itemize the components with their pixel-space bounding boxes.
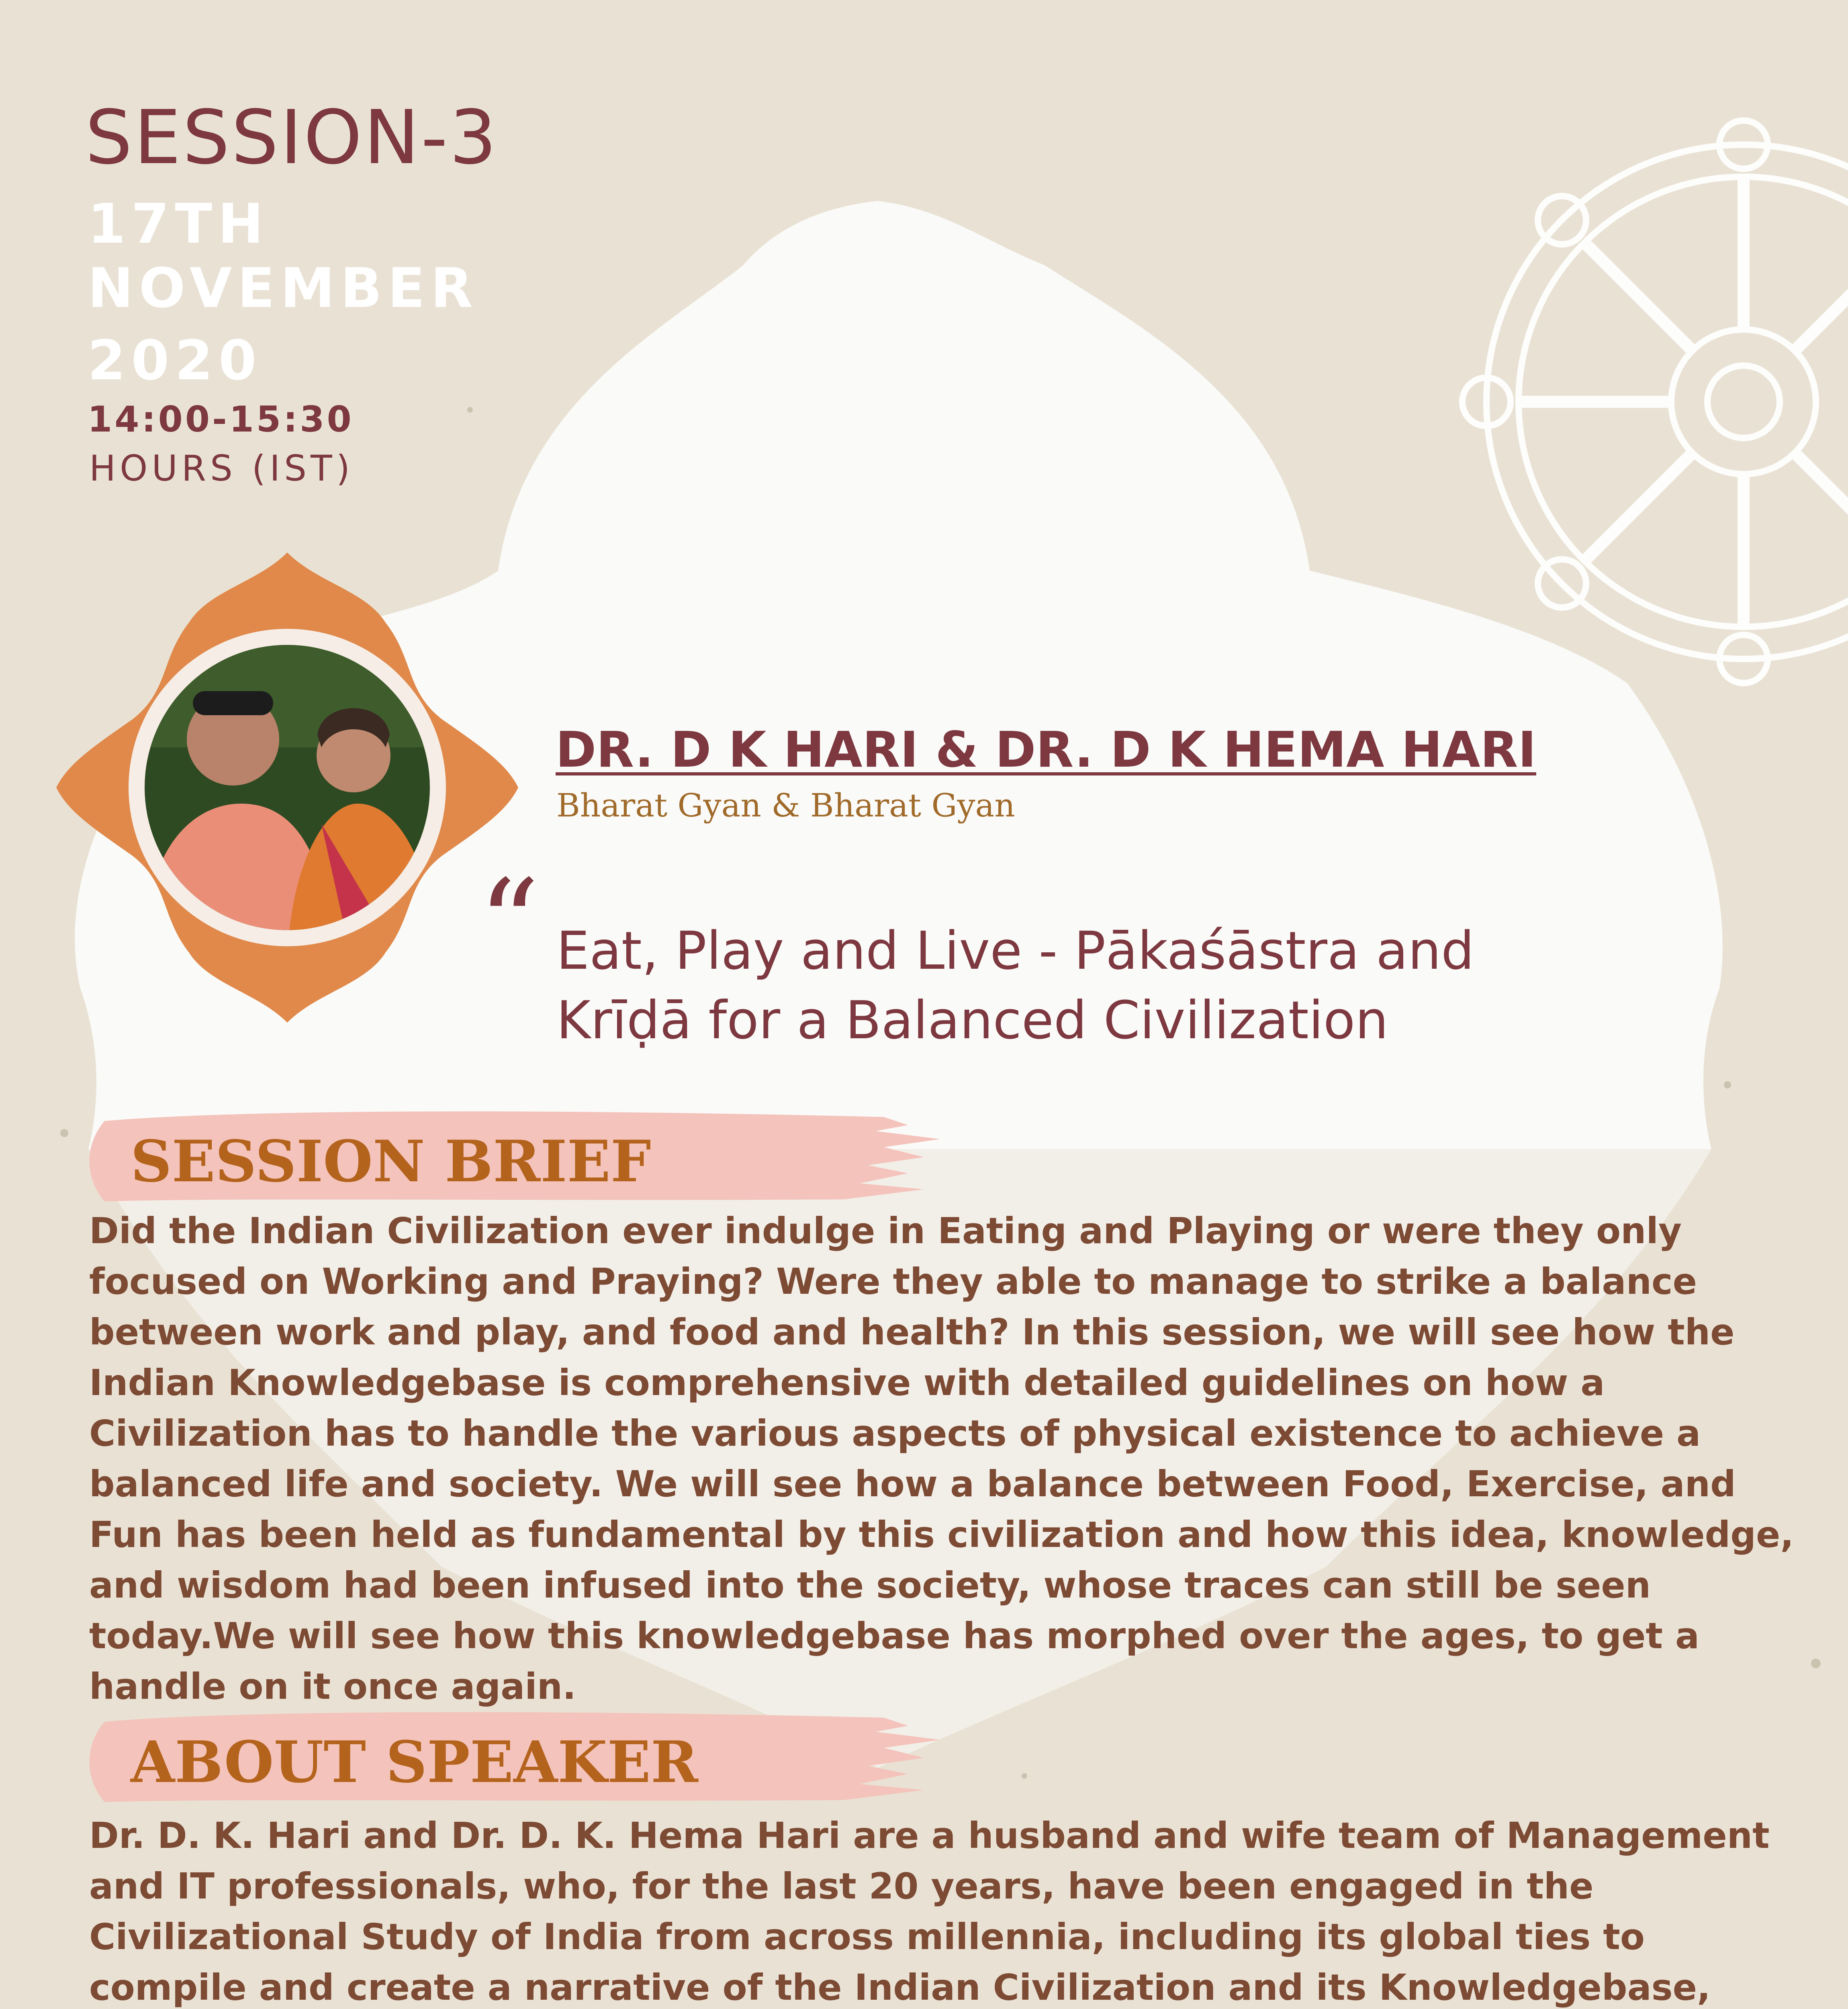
about-speaker-text: [89, 1810, 1801, 2009]
session-time: 14:00-15:30: [88, 399, 354, 440]
date-month: NOVEMBER: [88, 257, 478, 320]
session-brief-text: [89, 1205, 1801, 1712]
speaker-affiliation: Bharat Gyan & Bharat Gyan: [556, 787, 1015, 824]
date-year: 2020: [88, 329, 262, 393]
speaker-name: DR. D K HARI & DR. D K HEMA HARI: [556, 721, 1536, 778]
about-speaker-paragraph-1: Dr. D. K. Hari and Dr. D. K. Hema Hari are a husband and wife team of Management and IT professionals, who, for the last 20 years, have been engaged in the Civilizational Study of India from across millennia, including its global ties to compile and create a narrative of the Indian Civilization and its Knowledgebase,: [89, 1815, 1770, 2008]
talk-title: Eat, Play and Live - Pākaśāstra and Krīḍā for a Balanced Civilization: [556, 920, 1474, 1051]
session-number: SESSION-3: [85, 94, 499, 181]
date-day: 17TH: [88, 192, 269, 256]
about-speaker-heading: ABOUT SPEAKER: [131, 1729, 698, 1796]
session-brief-heading: SESSION BRIEF: [131, 1128, 651, 1195]
session-brief-paragraph: Did the Indian Civilization ever indulge in Eating and Playing or were they only focused on Working and Praying? Were they able to manage to strike a balance between work and play, and food and health? In this session, we will see how the Indian Knowledgebase is comprehensive with detailed guidelines on how a Civilization has to handle the various aspects of physical existence to achieve a balanced life and society. We will see how a balance between Food, Exercise, and Fun has been held as fundamental by this civilization and how this idea, knowledge, and wisdom had been infused into the society, whose traces can still be seen today.We will see how this knowledgebase has morphed over the ages, to get a handle on it once again.: [89, 1210, 1794, 1707]
quote-icon: “: [478, 854, 540, 994]
time-zone: HOURS (IST): [89, 448, 354, 489]
dharma-wheel-icon: [1462, 121, 1848, 683]
